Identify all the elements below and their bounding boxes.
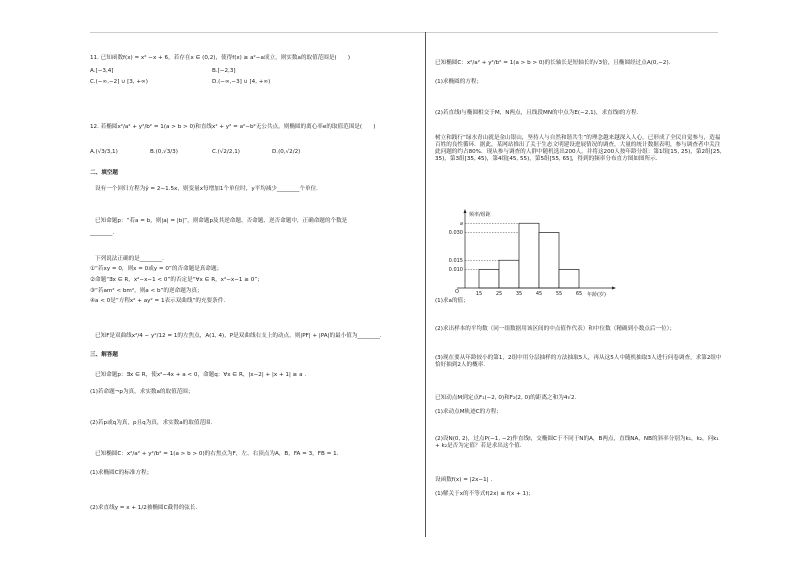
histogram-bar xyxy=(499,260,519,288)
frequency-histogram xyxy=(435,208,635,298)
fill-blank-3-item-4: ④a < 0是“方程x² + ay² = 1表示双曲线”的充要条件. xyxy=(90,298,226,304)
ellipse-part-1: (1)求椭圆的方程； xyxy=(435,79,483,85)
x-tick-label: 15 xyxy=(475,291,483,297)
histogram-bar xyxy=(519,223,539,288)
q11-option-d: D.(−∞,−3] ∪ [4, +∞) xyxy=(212,79,271,85)
locus-part-2: (2)设N(0, 2)，过点P(−1, −2)作直线l，交椭圆C于不同于N的A，B两点，直线NA，NB的斜率分别为k₁，k₂，问k₁ + k₂是否为定值？若是求出这个值. xyxy=(435,436,719,449)
y-tick-label: a xyxy=(459,220,463,227)
solve-2-part-1: (1)求椭圆C的标准方程； xyxy=(90,470,153,476)
survey-part-1: (1)求a的值； xyxy=(435,298,469,304)
histogram-bar xyxy=(539,233,559,289)
y-axis-label: 频率/组距 xyxy=(469,212,491,218)
abs-function-part-1: (1)解关于x的不等式f(2x) ≤ f(x + 1)； xyxy=(435,491,534,497)
abs-function-problem: 设函数f(x) = |2x−1| . xyxy=(435,477,493,483)
y-tick-label: 0.030 xyxy=(448,230,463,237)
histogram-bars xyxy=(479,223,579,288)
histogram-bar xyxy=(479,270,499,289)
solve-1-part-1: (1)若命题¬p为真，求实数a的取值范围； xyxy=(90,389,194,395)
survey-part-3: (3)现在要从年龄较小的第1，2组中用分层抽样的方法抽取5人，再从这5人中随机抽取3人进行问卷调查，求第2组中恰好抽到2人的概率. xyxy=(435,355,722,368)
q11-option-b: B.[−2,3] xyxy=(212,68,236,74)
fill-blank-2-line2: ________. xyxy=(90,230,115,236)
column-divider xyxy=(425,32,426,537)
fill-blank-1: 设有一个回归方程为ŷ = 2−1.5x，则变量x每增加1个单位时，y平均减少________个单位. xyxy=(95,186,318,192)
y-tick-labels xyxy=(449,221,463,273)
q12-option-b: B.(0,√3/3) xyxy=(150,149,178,155)
q11-option-c: C.(−∞,−2] ∪ [3, +∞) xyxy=(90,79,148,85)
y-axis-arrow xyxy=(464,209,467,213)
x-tick-label: 55 xyxy=(555,291,563,297)
y-tick-label: 0.010 xyxy=(448,267,463,274)
question-11: 11. 已知函数f(x) = x² −x + 6，若存在x ∈ (0,2)，使得f(x) ≥ a²−a成立，则实数a的取值范围是( ) xyxy=(90,55,351,61)
x-axis-label: 年龄(岁) xyxy=(587,292,606,298)
x-tick-labels xyxy=(476,291,582,297)
x-tick-label: 35 xyxy=(515,291,523,297)
locus-problem: 已知动点M到定点F₁(−2, 0)和F₂(2, 0)的距离之和为4√2. xyxy=(435,395,577,401)
q12-option-d: D.(0,√2/2) xyxy=(272,149,301,155)
solve-1-part-2: (2)若p或q为真，p且q为真，求实数a的取值范围. xyxy=(90,420,213,426)
q12-option-a: A.(√3/3,1) xyxy=(90,149,118,155)
fill-blank-4: 已知F是双曲线x²/4 − y²/12 = 1的左焦点，A(1, 4)，P是双曲线右支上的动点，则|PF| + |PA|的最小值为________. xyxy=(95,333,382,339)
solve-2-part-2: (2)求直线y = x + 1/2被椭圆C截得的弦长. xyxy=(90,505,198,511)
question-12: 12. 若椭圆x²/a² + y²/b² = 1(a > b > 0)和直线x² + y² = a²−b²无公共点，则椭圆的离心率e的取值范围是( ) xyxy=(90,124,376,130)
section-fill-blank-heading: 二、填空题 xyxy=(90,170,118,176)
x-tick-label: 25 xyxy=(495,291,503,297)
origin-label: O xyxy=(455,289,459,295)
solve-1: 已知命题p：∃x ∈ R，使x²−4x + a < 0，命题q：∀x ∈ R，|x−2| + |x + 1| ≥ a . xyxy=(95,372,307,378)
solve-2: 已知椭圆C：x²/a² + y²/b² = 1(a > b > 0)的右焦点为F，左、右顶点为A，B，FA = 3，FB = 1. xyxy=(95,451,339,457)
fill-blank-2-line1: 已知命题p：“若a = b，则|a| = |b|”，则命题p及其逆命题、否命题、逆否命题中，正确命题的个数是 xyxy=(95,218,348,224)
fill-blank-3-item-1: ①“若xy = 0，则x = 0或y = 0”的否命题是真命题； xyxy=(90,266,223,272)
top-rule xyxy=(90,32,718,33)
x-tick-label: 65 xyxy=(575,291,583,297)
x-axis-arrow xyxy=(612,287,616,290)
histogram-bar xyxy=(559,270,579,289)
section-solve-heading: 三、解答题 xyxy=(90,352,118,358)
survey-part-2: (2)求出样本的平均数（同一组数据用该区间的中点值作代表）和中位数（精确到小数点后一位）； xyxy=(435,326,676,332)
ellipse-problem: 已知椭圆C：x²/a² + y²/b² = 1(a > b > 0)的长轴长是短轴长的√3倍，且椭圆经过点A(0,−2). xyxy=(435,60,671,66)
q11-option-a: A.[−3,4] xyxy=(90,68,114,74)
fill-blank-3: 下列说法正确的是________. xyxy=(95,256,164,262)
fill-blank-3-item-3: ③“若am² < bm²，则a < b”的逆命题为真； xyxy=(90,288,203,294)
survey-problem: 树立和践行“绿水青山就是金山银山，坚持人与自然和谐共生”的理念越来越深入人心，已形成了全民自觉参与，造福百姓的良性循环．据此，某网站推出了关于生态文明建设进展情况的调查，大量的统计数据表明，参与调查者中关注此问题的约占80%．现从参与调查的人群中随机选出200人，并将这200人按年龄分组：第1组[15, 25)，第2组[25, 35)，第3组[35, 45)，第4组[45, 55)，第5组[55, 65]，得到的频率分布直方图如图所示. xyxy=(435,135,722,162)
y-tick-label: 0.015 xyxy=(448,257,463,264)
ellipse-part-2: (2)若直线l与椭圆相交于M，N两点，且线段MN的中点为E(−2,1)，求直线l的方程. xyxy=(435,110,639,116)
locus-part-1: (1)求动点M轨迹C的方程； xyxy=(435,409,502,415)
x-tick-label: 45 xyxy=(535,291,543,297)
q12-option-c: C.(√2/2,1) xyxy=(212,149,240,155)
fill-blank-3-item-2: ②命题“∃x ∈ R，x²−x−1 < 0”的否定是“∀x ∈ R，x²−x−1 ≥ 0”； xyxy=(90,277,263,283)
